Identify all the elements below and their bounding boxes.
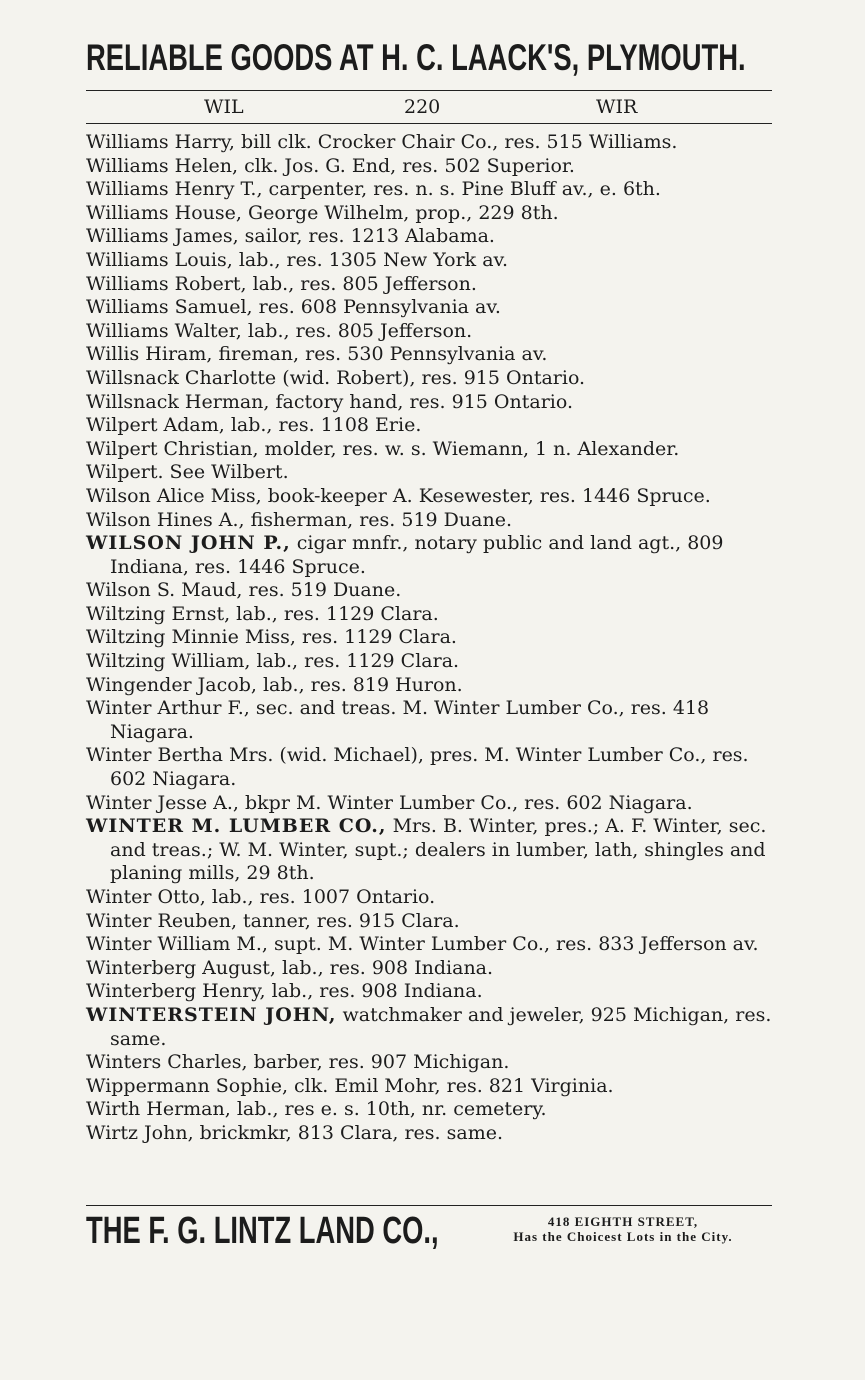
running-head-right: WIR bbox=[596, 96, 638, 118]
entry-details: See Wilbert. bbox=[163, 461, 289, 484]
entry-name: Williams Helen, bbox=[86, 154, 239, 177]
entry-name: Winter William M., bbox=[86, 933, 268, 956]
entry-name: Winter Otto, bbox=[86, 886, 206, 908]
entry-name: Wilson Hines A., bbox=[86, 508, 245, 531]
entry-details: lab., res. 805 Jefferson. bbox=[246, 272, 477, 295]
entry-name: Williams Walter, bbox=[86, 319, 242, 342]
entry-name: Wiltzing Minnie Miss, bbox=[86, 626, 296, 649]
entry-details: factory hand, res. 915 Ontario. bbox=[269, 390, 574, 413]
entry-name: Wilson Alice Miss, bbox=[86, 484, 262, 507]
directory-entry bbox=[86, 650, 772, 674]
directory-entry bbox=[86, 532, 772, 579]
directory-entry bbox=[86, 296, 772, 320]
entry-name: Wiltzing William, bbox=[86, 650, 251, 673]
entry-name: WINTER M. LUMBER CO., bbox=[86, 815, 387, 838]
entry-name: WILSON JOHN P., bbox=[86, 532, 291, 555]
directory-entry bbox=[86, 461, 772, 485]
entry-details: lab., res. 819 Huron. bbox=[256, 673, 463, 696]
entry-name: Wilpert. bbox=[86, 461, 164, 484]
footer-address bbox=[478, 1214, 768, 1244]
entry-name: Winters Charles, bbox=[86, 1051, 248, 1074]
entry-details: lab., res. 1129 Clara. bbox=[250, 650, 460, 673]
entry-name: Wingender Jacob, bbox=[86, 673, 257, 696]
entry-details: barber, res. 907 Michigan. bbox=[247, 1051, 510, 1074]
entry-details: lab., res. 908 Indiana. bbox=[265, 980, 483, 1003]
directory-entry bbox=[86, 886, 772, 910]
directory-entry bbox=[86, 603, 772, 627]
entry-details: lab., res. 1108 Erie. bbox=[224, 414, 422, 437]
entry-details: clk. Jos. G. End, res. 502 Superior. bbox=[238, 154, 575, 177]
entry-details: tanner, res. 915 Clara. bbox=[236, 909, 460, 932]
entry-name: Winterberg August, bbox=[86, 956, 276, 979]
entry-name: Willsnack Charlotte bbox=[86, 366, 277, 389]
entry-name: Wilpert Adam, bbox=[86, 414, 225, 437]
directory-entry bbox=[86, 202, 772, 226]
entry-name: Winter Bertha Mrs. bbox=[86, 744, 274, 767]
entry-details: fireman, res. 530 Pennsylvania av. bbox=[212, 343, 548, 366]
entry-details: lab., res e. s. 10th, nr. cemetery. bbox=[230, 1098, 547, 1121]
footer-address-line1: 418 EIGHTH STREET, bbox=[547, 1214, 699, 1229]
entry-name: Williams Louis, bbox=[86, 248, 233, 271]
entry-details: lab., res. 908 Indiana. bbox=[275, 956, 494, 979]
directory-entry bbox=[86, 273, 772, 297]
entry-name: Williams Robert, bbox=[86, 272, 247, 295]
directory-entry bbox=[86, 626, 772, 650]
entry-details: cigar mnfr., notary public and land agt., 809 Indiana, res. 1446 Spruce. bbox=[110, 532, 724, 578]
directory-entry bbox=[86, 1098, 772, 1122]
entry-details: supt. M. Winter Lumber Co., res. 833 Jefferson av. bbox=[267, 933, 759, 956]
entry-name: Williams Samuel, bbox=[86, 296, 253, 319]
directory-entry bbox=[86, 980, 772, 1004]
directory-entry bbox=[86, 155, 772, 179]
entry-details: Mrs. B. Winter, pres.; A. F. Winter, sec. and treas.; W. M. Winter, supt.; dealers in lumber, lath, shingles and planing mills, 29 8th. bbox=[110, 815, 767, 885]
running-head bbox=[86, 91, 772, 123]
directory-entry bbox=[86, 391, 772, 415]
entry-details: book-keeper A. Kesewester, res. 1446 Spruce. bbox=[261, 484, 711, 507]
running-head-left: WIL bbox=[204, 96, 244, 118]
footer-advertisement: THE F. G. LINTZ LAND CO., bbox=[86, 1210, 439, 1252]
directory-entry bbox=[86, 249, 772, 273]
entry-details: carpenter, res. n. s. Pine Bluff av., e. 6th. bbox=[262, 178, 661, 201]
directory-entry bbox=[86, 509, 772, 533]
entry-details: watchmaker and jeweler, 925 Michigan, res. same. bbox=[110, 1003, 772, 1050]
entry-name: Williams James, bbox=[86, 225, 239, 248]
entry-details: res. 1129 Clara. bbox=[295, 626, 457, 649]
page-number: 220 bbox=[404, 96, 441, 118]
entry-name: Wiltzing Ernst, bbox=[86, 602, 231, 625]
directory-entry bbox=[86, 957, 772, 981]
directory-entry bbox=[86, 744, 772, 791]
entry-details: sec. and treas. M. Winter Lumber Co., res. 418 Niagara. bbox=[110, 697, 710, 743]
entry-name: Winter Arthur F., bbox=[86, 697, 250, 720]
entry-name: Wirtz John, bbox=[86, 1121, 194, 1144]
entry-name: Willsnack Herman, bbox=[86, 390, 270, 413]
entry-name: Winter Reuben, bbox=[86, 909, 237, 932]
directory-entry bbox=[86, 1051, 772, 1075]
entry-details: lab., res. 805 Jefferson. bbox=[241, 319, 473, 342]
entry-name: Winter Jesse A., bbox=[86, 791, 239, 814]
directory-entry bbox=[86, 697, 772, 744]
entry-details: (wid. Michael), pres. M. Winter Lumber Co., res. 602 Niagara. bbox=[110, 744, 749, 791]
entry-details: George Wilhelm, prop., 229 8th. bbox=[241, 201, 559, 224]
directory-entry bbox=[86, 792, 772, 816]
header-rule-bottom bbox=[86, 123, 772, 124]
directory-entry bbox=[86, 414, 772, 438]
entry-name: Winterberg Henry, bbox=[86, 980, 266, 1003]
directory-entry bbox=[86, 320, 772, 344]
directory-entry bbox=[86, 485, 772, 509]
directory-entry bbox=[86, 131, 772, 155]
entry-details: molder, res. w. s. Wiemann, 1 n. Alexander. bbox=[258, 437, 680, 460]
directory-entry bbox=[86, 178, 772, 202]
entry-name: Wippermann Sophie, bbox=[86, 1074, 288, 1097]
directory-entry bbox=[86, 674, 772, 698]
entry-details: bkpr M. Winter Lumber Co., res. 602 Niagara. bbox=[238, 791, 693, 814]
directory-entry bbox=[86, 225, 772, 249]
entry-name: Willis Hiram, bbox=[86, 343, 213, 366]
footer-address-line2: Has the Choicest Lots in the City. bbox=[513, 1229, 733, 1244]
entry-details: sailor, res. 1213 Alabama. bbox=[238, 225, 495, 248]
entry-details: brickmkr, 813 Clara, res. same. bbox=[193, 1121, 503, 1144]
entry-details: res. 519 Duane. bbox=[242, 579, 402, 602]
entry-details: lab., res. 1305 New York av. bbox=[232, 248, 509, 271]
page-banner-advertisement: RELIABLE GOODS AT H. C. LAACK'S, PLYMOUTH. bbox=[86, 37, 746, 78]
directory-entry bbox=[86, 1004, 772, 1051]
entry-details: lab., res. 1007 Ontario. bbox=[205, 886, 436, 908]
entry-name: Williams Harry, bbox=[86, 131, 235, 153]
entry-name: Wilpert Christian, bbox=[86, 437, 259, 460]
page-footer bbox=[86, 1205, 772, 1266]
entry-details: (wid. Robert), res. 915 Ontario. bbox=[276, 366, 586, 389]
directory-entries bbox=[86, 131, 772, 1146]
directory-entry bbox=[86, 579, 772, 603]
directory-entry bbox=[86, 343, 772, 367]
entry-details: fisherman, res. 519 Duane. bbox=[244, 508, 512, 531]
entry-details: lab., res. 1129 Clara. bbox=[230, 602, 439, 625]
entry-name: Williams House, bbox=[86, 201, 242, 224]
directory-entry bbox=[86, 933, 772, 957]
entry-details: res. 608 Pennsylvania av. bbox=[252, 296, 501, 319]
directory-entry bbox=[86, 815, 772, 886]
entry-details: bill clk. Crocker Chair Co., res. 515 Williams. bbox=[234, 131, 678, 153]
directory-entry bbox=[86, 367, 772, 391]
entry-name: Wilson S. Maud, bbox=[86, 579, 243, 602]
directory-page bbox=[86, 28, 772, 1146]
entry-name: Williams Henry T., bbox=[86, 178, 263, 201]
entry-details: clk. Emil Mohr, res. 821 Virginia. bbox=[288, 1074, 614, 1097]
entry-name: WINTERSTEIN JOHN, bbox=[86, 1003, 337, 1026]
directory-entry bbox=[86, 438, 772, 462]
directory-entry bbox=[86, 1075, 772, 1099]
directory-entry bbox=[86, 910, 772, 934]
directory-entry bbox=[86, 1122, 772, 1146]
entry-name: Wirth Herman, bbox=[86, 1098, 231, 1121]
